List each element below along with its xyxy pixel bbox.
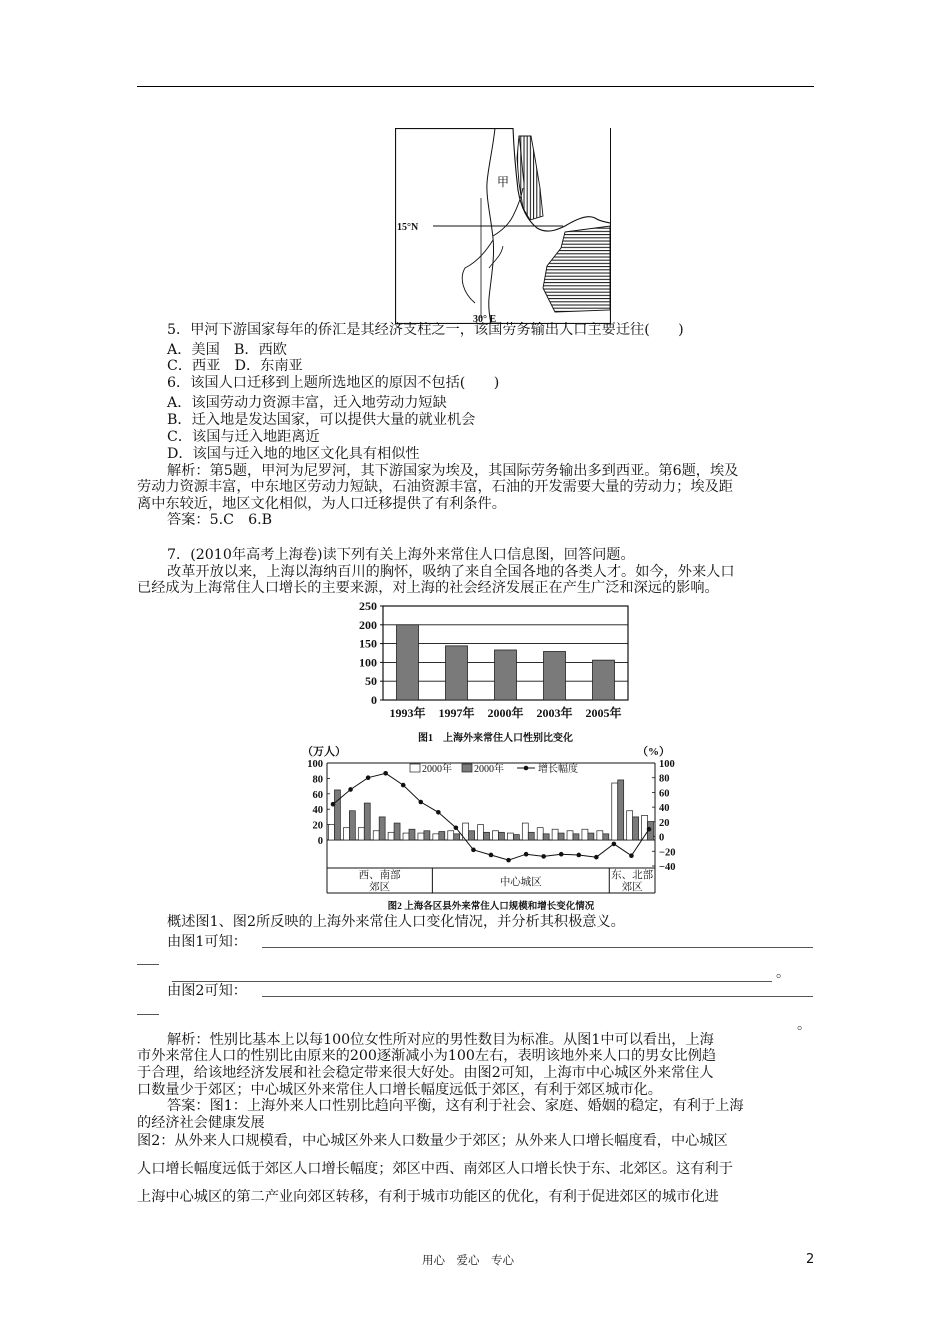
fig2-legend-marker — [524, 766, 529, 771]
fig2-right-tick-label: −20 — [659, 847, 676, 859]
fig2-bar-white — [552, 829, 558, 840]
fig2-legend-label: 2000年 — [422, 764, 452, 775]
fig2-growth-point — [471, 848, 476, 853]
fig2-growth-point — [647, 827, 652, 832]
fig2-bar-grey — [618, 780, 624, 840]
fig2-bar-grey — [424, 831, 430, 840]
answer-blank-1b[interactable] — [137, 964, 159, 965]
fig2-left-tick-label: 60 — [312, 789, 323, 801]
fig2-bar-white — [627, 811, 633, 840]
fig2-bar-white — [358, 828, 364, 840]
analysis-7-line4: 口数量少于郊区；中心城区外来常住人口增长幅度远低于郊区，有利于郊区城市化。 — [137, 1082, 662, 1098]
fig1-bar-chart — [340, 598, 640, 748]
fig2-bar-white — [433, 834, 439, 840]
fig1-bar — [495, 650, 517, 700]
answer-blank-1a[interactable] — [262, 947, 813, 948]
fig2-growth-point — [629, 853, 634, 858]
analysis-7-line3: 于合理，给该地经济发展和社会稳定带来很大好处。由图2可知，上海市中心城区外来常住人 — [137, 1065, 714, 1081]
fig1-ytick-label: 50 — [365, 674, 377, 689]
fig2-bar-white — [373, 831, 379, 840]
fig2-bar-white — [567, 831, 573, 840]
fig2-bar-grey — [469, 831, 475, 840]
fig2-bar-white — [507, 833, 513, 840]
fig2-bar-white — [492, 831, 498, 840]
fig1-category-label: 2005年 — [585, 706, 622, 720]
fig1-bar — [446, 646, 468, 700]
fig2-bar-white — [478, 825, 484, 840]
fig2-bar-grey — [379, 817, 385, 840]
q6-stem: 6．该国人口迁移到上题所选地区的原因不包括( ) — [167, 375, 500, 391]
fig2-prompt: 由图2可知： — [167, 983, 247, 999]
fig1-ytick-label: 250 — [359, 599, 377, 613]
fig2-growth-point — [559, 852, 564, 857]
fig2-bar-white — [418, 833, 424, 840]
fig2-growth-point — [576, 853, 581, 858]
fig1-category-label: 2003年 — [536, 706, 573, 720]
analysis-56-line2: 劳动力资源丰富，中东地区劳动力短缺，石油资源丰富，石油的开发需要大量的劳动力；埃及距 — [137, 479, 733, 495]
fig1-ytick-label: 200 — [359, 617, 377, 632]
fig2-bar-white — [537, 828, 543, 840]
header-rule — [137, 86, 814, 87]
fig2-bar-grey — [334, 790, 340, 840]
q5-stem: 5．甲河下游国家每年的侨汇是其经济支柱之一，该国劳务输出人口主要迁往( ) — [167, 322, 684, 338]
fig2-left-tick-label: 100 — [307, 759, 323, 770]
answer-7-line2: 的经济社会健康发展 — [137, 1115, 265, 1131]
answer-blank-1c[interactable] — [172, 981, 772, 982]
fig2-legend-swatch — [410, 764, 420, 772]
answer-7-line4: 人口增长幅度远低于郊区人口增长幅度；郊区中西、南郊区人口增长快于东、北郊区。这有利于 — [137, 1161, 733, 1177]
q6-option-c: C．该国与迁入地距离近 — [167, 429, 320, 445]
fig2-growth-point — [366, 775, 371, 780]
fig2-bar-white — [582, 829, 588, 840]
analysis-7-line2: 市外来常住人口的性别比由原来的200逐渐减小为100左右，表明该地外来人口的男女比例趋 — [137, 1048, 717, 1064]
fig2-growth-point — [594, 855, 599, 860]
fig2-legend-label: 增长幅度 — [538, 764, 578, 775]
fig2-growth-point — [383, 771, 388, 776]
analysis-56-line1: 解析：第5题，甲河为尼罗河，其下游国家为埃及，其国际劳务输出多到西亚。第6题，埃及 — [167, 463, 739, 479]
fig2-bar-grey — [513, 835, 519, 840]
fig2-group-label: 中心城区 — [499, 877, 542, 888]
fig2-bar-white — [403, 833, 409, 840]
fig2-right-tick-label: 60 — [659, 788, 670, 800]
fig2-left-tick-label: 0 — [317, 836, 323, 847]
fig2-right-tick-label: 0 — [659, 832, 665, 844]
fig2-bar-grey — [528, 832, 534, 840]
answer-7-line1: 答案：图1：上海外来人口性别比趋向平衡，这有利于社会、家庭、婚姻的稳定，有利于上海 — [167, 1098, 744, 1114]
fig2-right-tick-label: 80 — [659, 773, 670, 785]
fig2-bar-grey — [498, 832, 504, 840]
q7-task: 概述图1、图2所反映的上海外来常住人口变化情况，并分析其积极意义。 — [167, 914, 625, 930]
fig1-ytick-label: 100 — [359, 655, 377, 670]
fig2-bar-white — [388, 832, 394, 840]
answer-blank-2a[interactable] — [262, 996, 813, 997]
fig2-bar-grey — [558, 833, 564, 840]
fig2-bar-grey — [588, 833, 594, 840]
fig2-bar-white — [343, 828, 349, 840]
fig2-bar-white — [522, 823, 528, 840]
fig2-growth-point — [454, 825, 459, 830]
map-label-jia: 甲 — [497, 175, 510, 189]
fig2-bar-grey — [603, 834, 609, 840]
fig2-legend-swatch — [462, 764, 472, 772]
fig2-left-unit: （万人） — [302, 746, 346, 758]
page-number: 2 — [806, 1252, 815, 1267]
q6-option-a: A．该国劳动力资源丰富，迁入地劳动力短缺 — [167, 395, 447, 411]
fig2-bar-white — [597, 831, 603, 840]
answer-7-line3: 图2：从外来人口规模看，中心城区外来人口数量少于郊区；从外来人口增长幅度看，中心城区 — [137, 1133, 728, 1149]
q7-intro-line2: 已经成为上海常住人口增长的主要来源，对上海的社会经济发展正在产生广泛和深远的影响。 — [137, 580, 719, 596]
answer-7-line5: 上海中心城区的第二产业向郊区转移，有利于城市功能区的优化，有利于促进郊区的城市化进 — [137, 1189, 719, 1205]
fig2-right-tick-label: 100 — [659, 759, 675, 770]
fig2-growth-point — [331, 802, 336, 807]
fig2-bar-grey — [394, 823, 400, 840]
fig1-prompt: 由图1可知： — [167, 934, 247, 950]
fig1-category-label: 1997年 — [438, 706, 475, 720]
fig2-bar-grey — [454, 834, 460, 840]
fig1-category-label: 1993年 — [389, 706, 426, 720]
fig2-group-label: 东、北部郊区 — [611, 870, 654, 893]
fig2-bar-grey — [573, 834, 579, 840]
answer-56: 答案：5.C 6.B — [167, 512, 273, 528]
fig2-growth-point — [348, 787, 353, 792]
fig1-category-label: 2000年 — [487, 706, 524, 720]
nile-map-figure — [395, 128, 611, 324]
fig2-bar-white — [328, 825, 334, 840]
map-label-lat: 15°N — [397, 222, 419, 233]
fig2-right-tick-label: 40 — [659, 803, 670, 815]
fig2-growth-point — [541, 854, 546, 859]
q6-option-d: D．该国与迁入地的地区文化具有相似性 — [167, 446, 420, 462]
analysis-56-line3: 离中东较近，地区文化相似，为人口迁移提供了有利条件。 — [137, 496, 506, 512]
fig1-ytick-label: 0 — [371, 693, 377, 707]
fig2-right-unit: （%） — [637, 746, 670, 758]
fig2-end-mark: 。 — [797, 1017, 812, 1033]
fig2-growth-point — [401, 783, 406, 788]
fig2-growth-point — [524, 852, 529, 857]
fig2-bar-grey — [349, 811, 355, 840]
q5-options-ab: A．美国 B．西欧 — [167, 342, 287, 358]
fig2-group-label: 西、南部郊区 — [358, 870, 401, 893]
fig2-growth-point — [506, 858, 511, 863]
q5-options-cd: C．西亚 D．东南亚 — [167, 358, 303, 374]
fig2-bar-grey — [484, 832, 490, 840]
fig2-growth-point — [418, 800, 423, 805]
fig1-end-mark: 。 — [776, 965, 791, 981]
fig2-right-tick-label: −40 — [659, 862, 676, 873]
fig2-bar-white — [448, 831, 454, 840]
fig2-title: 图2 上海各区县外来常住人口规模和增长变化情况 — [387, 902, 595, 912]
fig2-combo-chart — [300, 745, 690, 913]
analysis-7-line1: 解析：性别比基本上以每100位女性所对应的男性数目为标准。从图1中可以看出，上海 — [167, 1032, 714, 1048]
fig1-bar — [544, 651, 566, 700]
fig2-bar-grey — [439, 832, 445, 840]
fig2-bar-grey — [364, 803, 370, 840]
footer-slogan: 用心 爱心 专心 — [422, 1253, 514, 1267]
fig2-bar-grey — [409, 829, 415, 840]
fig2-bar-grey — [633, 817, 639, 840]
fig2-left-tick-label: 80 — [312, 774, 323, 786]
fig2-legend-label: 2000年 — [474, 764, 504, 775]
fig1-ytick-label: 150 — [359, 636, 377, 651]
fig2-right-tick-label: 20 — [659, 817, 670, 829]
q6-option-b: B．迁入地是发达国家，可以提供大量的就业机会 — [167, 412, 476, 428]
fig2-left-tick-label: 40 — [312, 805, 323, 817]
map-label-lon: 30° E — [473, 314, 497, 324]
answer-blank-2b[interactable] — [137, 1014, 159, 1015]
fig1-bar — [397, 625, 419, 700]
fig2-growth-point — [612, 842, 617, 847]
fig2-growth-point — [489, 853, 494, 858]
fig2-left-tick-label: 20 — [312, 820, 323, 832]
q7-intro-line1: 改革开放以来，上海以海纳百川的胸怀，吸纳了来自全国各地的各类人才。如今，外来人口 — [167, 564, 735, 580]
fig2-bar-grey — [543, 834, 549, 840]
fig1-title: 图1 上海外来常住人口性别比变化 — [418, 733, 573, 744]
fig2-growth-point — [436, 810, 441, 815]
fig2-bar-white — [612, 783, 618, 840]
q7-stem: 7．(2010年高考上海卷)读下列有关上海外来常住人口信息图，回答问题。 — [167, 547, 635, 563]
fig1-bar — [593, 660, 615, 700]
